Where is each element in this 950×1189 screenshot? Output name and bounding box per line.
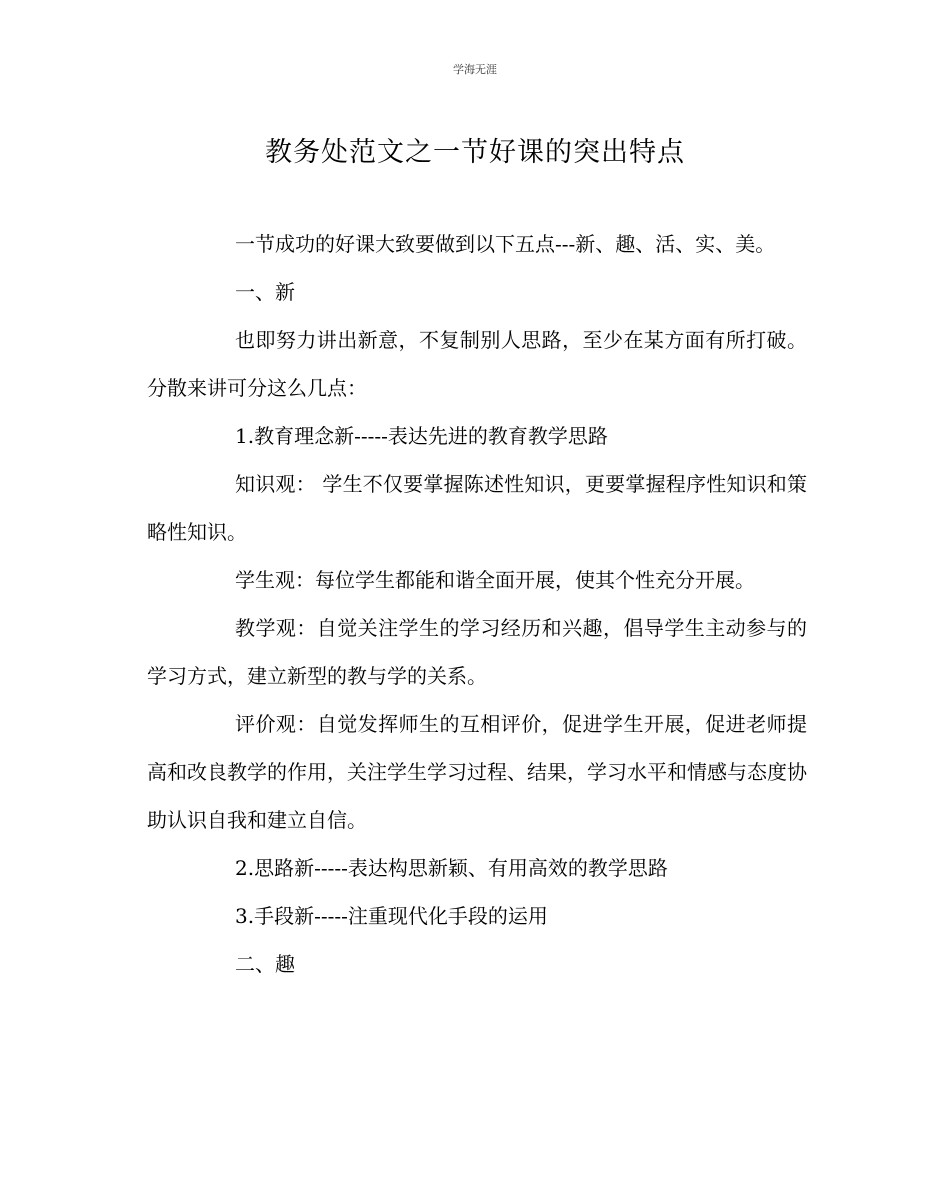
document-body — [147, 220, 807, 988]
paragraph-new-description: 也即努力讲出新意，不复制别人思路，至少在某方面有所打破。分散来讲可分这么几点： — [147, 328, 807, 400]
section-heading-new: 一、新 — [235, 280, 295, 304]
list-item-new-thinking: 2.思路新-----表达构思新颖、有用高效的教学思路 — [235, 856, 668, 880]
page-header: 学海无涯 — [453, 63, 497, 76]
paragraph-knowledge-view: 知识观： 学生不仅要掌握陈述性知识，更要掌握程序性知识和策略性知识。 — [147, 472, 807, 544]
paragraph-student-view: 学生观：每位学生都能和谐全面开展，使其个性充分开展。 — [235, 568, 755, 592]
paragraph-evaluation-view: 评价观：自觉发挥师生的互相评价，促进学生开展，促进老师提高和改良教学的作用，关注学生学习过程、结果，学习水平和情感与态度协助认识自我和建立自信。 — [147, 712, 807, 832]
section-heading-interest: 二、趣 — [235, 952, 295, 976]
paragraph-teaching-view: 教学观：自觉关注学生的学习经历和兴趣，倡导学生主动参与的学习方式，建立新型的教与学的关系。 — [147, 616, 807, 688]
list-item-education-concept: 1.教育理念新-----表达先进的教育教学思路 — [235, 424, 608, 448]
list-item-new-means: 3.手段新-----注重现代化手段的运用 — [235, 904, 548, 928]
paragraph-intro: 一节成功的好课大致要做到以下五点---新、趣、活、实、美。 — [235, 232, 776, 256]
document-title: 教务处范文之一节好课的突出特点 — [265, 137, 685, 168]
